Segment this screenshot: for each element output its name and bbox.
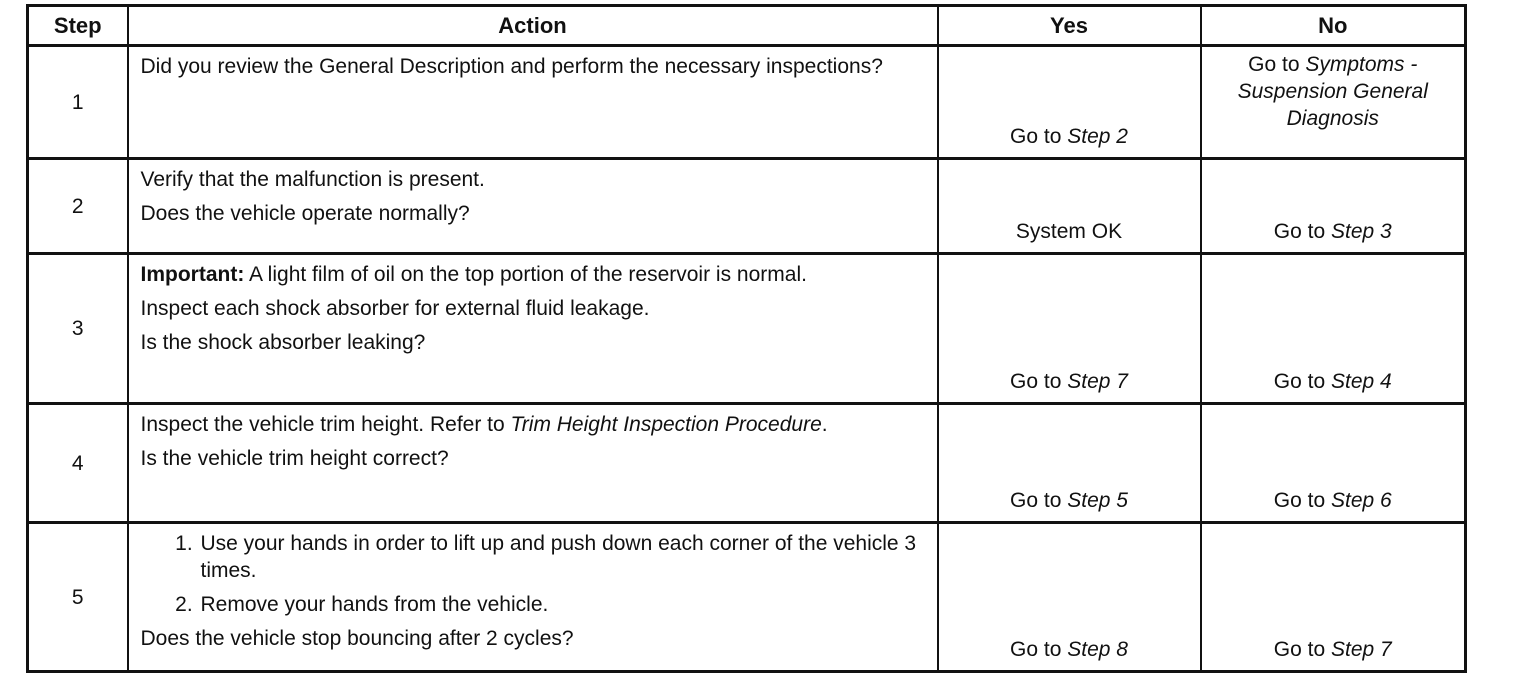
yes-cell bbox=[938, 254, 1201, 404]
action-suffix: . bbox=[821, 413, 828, 436]
header-action: Action bbox=[128, 6, 938, 46]
list-item: 1. Use your hands in order to lift up and push down each corner of the vehicle 3 times. bbox=[199, 530, 927, 584]
important-text: A light film of oil on the top portion of the reservoir is normal. bbox=[244, 263, 807, 286]
action-cell bbox=[128, 46, 938, 159]
trim-height-procedure-link[interactable]: Trim Height Inspection Procedure bbox=[510, 413, 822, 436]
header-no: No bbox=[1201, 6, 1466, 46]
no-cell bbox=[1201, 523, 1466, 672]
action-cell bbox=[128, 523, 938, 672]
yes-prefix: Go to bbox=[1010, 125, 1068, 148]
action-text: Inspect each shock absorber for external fluid leakage. bbox=[140, 297, 650, 320]
header-yes: Yes bbox=[938, 6, 1201, 46]
no-cell bbox=[1201, 404, 1466, 523]
action-question: Does the vehicle operate normally? bbox=[140, 202, 470, 225]
table-row bbox=[28, 523, 1466, 672]
yes-step-link[interactable]: Step 2 bbox=[1067, 125, 1128, 148]
no-step-link[interactable]: Step 3 bbox=[1330, 220, 1392, 243]
list-item: 2. Remove your hands from the vehicle. bbox=[199, 591, 927, 618]
yes-step-link[interactable]: Step 7 bbox=[1067, 370, 1128, 393]
yes-step-link[interactable]: Step 5 bbox=[1067, 489, 1128, 512]
step-number: 1 bbox=[28, 46, 128, 159]
no-cell bbox=[1201, 46, 1466, 159]
no-prefix: Go to bbox=[1273, 370, 1331, 393]
table-row bbox=[28, 404, 1466, 523]
no-cell bbox=[1201, 159, 1466, 254]
no-cell bbox=[1201, 254, 1466, 404]
header-step: Step bbox=[28, 6, 128, 46]
no-step-link[interactable]: Step 4 bbox=[1330, 370, 1392, 393]
no-step-link[interactable]: Step 7 bbox=[1330, 638, 1392, 661]
table-row bbox=[28, 46, 1466, 159]
diagnostic-table bbox=[26, 4, 1467, 673]
action-prefix: Inspect the vehicle trim height. Refer to bbox=[140, 413, 511, 436]
yes-step-link[interactable]: Step 8 bbox=[1067, 638, 1128, 661]
yes-cell bbox=[938, 159, 1201, 254]
action-cell bbox=[128, 254, 938, 404]
action-text: Verify that the malfunction is present. bbox=[140, 168, 485, 191]
no-prefix: Go to bbox=[1273, 220, 1331, 243]
no-step-link[interactable]: Step 6 bbox=[1330, 489, 1392, 512]
yes-text: System OK bbox=[1015, 220, 1123, 243]
yes-prefix: Go to bbox=[1010, 370, 1068, 393]
no-prefix: Go to bbox=[1273, 638, 1331, 661]
action-cell bbox=[128, 159, 938, 254]
action-text: Did you review the General Description and perform the necessary inspections? bbox=[140, 55, 883, 78]
yes-cell bbox=[938, 46, 1201, 159]
yes-prefix: Go to bbox=[1010, 638, 1068, 661]
important-label: Important: bbox=[140, 263, 245, 286]
table-header-row bbox=[28, 6, 1466, 46]
action-text bbox=[141, 411, 927, 438]
no-prefix: Go to bbox=[1273, 489, 1331, 512]
table-row bbox=[28, 254, 1466, 404]
action-question: Is the vehicle trim height correct? bbox=[140, 447, 449, 470]
step-number: 3 bbox=[28, 254, 128, 404]
step-number: 2 bbox=[28, 159, 128, 254]
procedure-list bbox=[141, 530, 927, 618]
action-question: Does the vehicle stop bouncing after 2 cycles? bbox=[140, 627, 574, 650]
step-number: 4 bbox=[28, 404, 128, 523]
step-number: 5 bbox=[28, 523, 128, 672]
yes-cell bbox=[938, 523, 1201, 672]
important-note bbox=[141, 261, 927, 288]
no-prefix: Go to bbox=[1248, 53, 1306, 76]
yes-prefix: Go to bbox=[1010, 489, 1068, 512]
action-question: Is the shock absorber leaking? bbox=[140, 331, 426, 354]
action-cell bbox=[128, 404, 938, 523]
table-row bbox=[28, 159, 1466, 254]
yes-cell bbox=[938, 404, 1201, 523]
no-symptoms-link[interactable]: Symptoms - Suspension General Diagnosis bbox=[1237, 53, 1428, 130]
